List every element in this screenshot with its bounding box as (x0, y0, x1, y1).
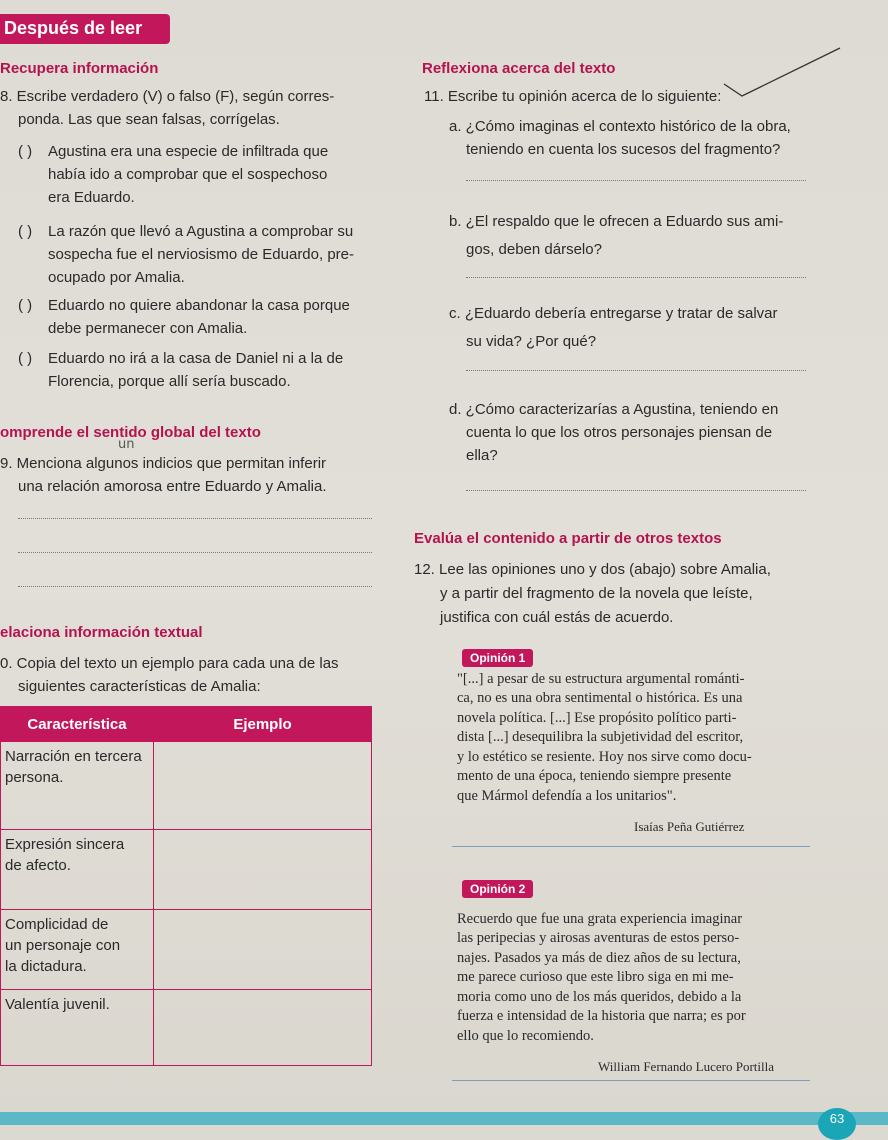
opinion2-author: William Fernando Lucero Portilla (598, 1059, 775, 1074)
footer-bar (0, 1112, 888, 1125)
q11b-line1: b. ¿El respaldo que le ofrecen a Eduardo sus ami- (449, 213, 784, 230)
table-cell-characteristic: Expresión sincera de afecto. (1, 830, 154, 910)
opinion-line: me parece curioso que este libro siga en mi me- (457, 969, 734, 985)
opinion-line: dista [...] desequilibra la subjetividad del escritor, (457, 729, 744, 745)
evalua-title: Evalúa el contenido a partir de otros textos (414, 530, 722, 547)
table-cell-example[interactable] (154, 910, 372, 990)
q11d-line3: ella? (466, 447, 498, 464)
opinion-line: Recuerdo que fue una grata experiencia imaginar (457, 911, 743, 927)
q8-line2: ponda. Las que sean falsas, corrígelas. (18, 111, 280, 128)
item-text: Eduardo no irá a la casa de Daniel ni a la de (48, 350, 344, 367)
item-text: debe permanecer con Amalia. (48, 320, 248, 337)
table-header-caracteristica: Característica (1, 707, 154, 742)
recupera-title: Recupera información (0, 60, 159, 77)
q11d-line1: d. ¿Cómo caracterizarías a Agustina, teniendo en (449, 401, 779, 418)
q9-line1: 9. Menciona algunos indicios que permitan inferir (0, 455, 327, 472)
answer-line[interactable] (18, 586, 372, 587)
table-cell-characteristic: Valentía juvenil. (1, 990, 154, 1066)
opinion-line: que Mármol defendía a los unitarios". (457, 788, 677, 804)
comprende-title: omprende el sentido global del texto (0, 424, 261, 441)
table-row (1, 910, 372, 990)
opinion1-badge: Opinión 1 (462, 649, 533, 667)
reflexiona-title: Reflexiona acerca del texto (422, 60, 616, 77)
table-cell-example[interactable] (154, 990, 372, 1066)
q11c-line2: su vida? ¿Por qué? (466, 333, 597, 350)
handwritten-note: un (118, 437, 135, 452)
relaciona-title: elaciona información textual (0, 624, 203, 641)
q11b-line2: gos, deben dárselo? (466, 241, 602, 258)
table-row (1, 742, 372, 830)
checkbox[interactable]: ( ) (18, 143, 33, 160)
opinion-line: fuerza e intensidad de la historia que narra; es por (457, 1008, 746, 1024)
table-header-ejemplo: Ejemplo (154, 707, 372, 742)
answer-line[interactable] (18, 518, 372, 519)
table-cell-characteristic: Complicidad de un personaje con la dictadura. (1, 910, 154, 990)
answer-line[interactable] (466, 490, 806, 491)
table-row (1, 990, 372, 1066)
item-text: Eduardo no quiere abandonar la casa porque (48, 297, 350, 314)
item-text: era Eduardo. (48, 189, 135, 206)
opinion-line: novela política. [...] Ese propósito político parti- (457, 710, 737, 726)
check-mark-icon (722, 44, 842, 104)
opinion-divider (452, 846, 810, 847)
q11c-line1: c. ¿Eduardo debería entregarse y tratar de salvar (449, 305, 778, 322)
q12-line1: 12. Lee las opiniones uno y dos (abajo) sobre Amalia, (414, 561, 771, 578)
checkbox[interactable]: ( ) (18, 297, 33, 314)
q10-line1: 0. Copia del texto un ejemplo para cada una de las (0, 655, 339, 672)
characteristics-table (0, 706, 372, 1066)
table-cell-characteristic: Narración en tercera persona. (1, 742, 154, 830)
checkbox[interactable]: ( ) (18, 223, 33, 240)
answer-line[interactable] (18, 552, 372, 553)
checkbox[interactable]: ( ) (18, 350, 33, 367)
q11d-line2: cuenta lo que los otros personajes piensan de (466, 424, 773, 441)
opinion-line: las peripecias y airosas aventuras de estos perso- (457, 930, 740, 946)
answer-line[interactable] (466, 180, 806, 181)
opinion-line: moria como uno de los más queridos, debido a la (457, 989, 742, 1005)
item-text: sospecha fue el nerviosismo de Eduardo, pre- (48, 246, 355, 263)
page-number: 63 (818, 1108, 856, 1140)
q9-line2: una relación amorosa entre Eduardo y Amalia. (18, 478, 327, 495)
item-text: La razón que llevó a Agustina a comprobar su (48, 223, 354, 240)
opinion-line: najes. Pasados ya más de diez años de su lectura, (457, 950, 741, 966)
q12-line2: y a partir del fragmento de la novela que leíste, (440, 585, 753, 602)
q12-line3: justifica con cuál estás de acuerdo. (440, 609, 674, 626)
item-text: había ido a comprobar que el sospechoso (48, 166, 328, 183)
q11a-line2: teniendo en cuenta los sucesos del fragmento? (466, 141, 781, 158)
section-header-title: Después de leer (4, 18, 143, 38)
item-text: Florencia, porque allí sería buscado. (48, 373, 291, 390)
answer-line[interactable] (466, 370, 806, 371)
opinion-line: mento de una época, teniendo siempre presente (457, 768, 732, 784)
opinion2-badge: Opinión 2 (462, 880, 533, 898)
table-cell-example[interactable] (154, 830, 372, 910)
q10-line2: siguientes características de Amalia: (18, 678, 261, 695)
q8-line1: 8. Escribe verdadero (V) o falso (F), según corres- (0, 88, 335, 105)
opinion-line: ca, no es una obra sentimental o histórica. Es una (457, 690, 743, 706)
item-text: ocupado por Amalia. (48, 269, 185, 286)
opinion-line: "[...] a pesar de su estructura argumental románti- (457, 671, 745, 687)
opinion1-author: Isaías Peña Gutiérrez (634, 819, 745, 834)
answer-line[interactable] (466, 277, 806, 278)
opinion-line: y lo estético se resiente. Hoy nos sirve como docu- (457, 749, 752, 765)
q11a-line1: a. ¿Cómo imaginas el contexto histórico de la obra, (449, 118, 791, 135)
q11: 11. Escribe tu opinión acerca de lo siguiente: (424, 88, 722, 105)
opinion-divider (452, 1080, 810, 1081)
opinion-line: ello que lo recomiendo. (457, 1028, 594, 1044)
table-row (1, 830, 372, 910)
table-cell-example[interactable] (154, 742, 372, 830)
section-header (0, 14, 170, 44)
item-text: Agustina era una especie de infiltrada que (48, 143, 329, 160)
